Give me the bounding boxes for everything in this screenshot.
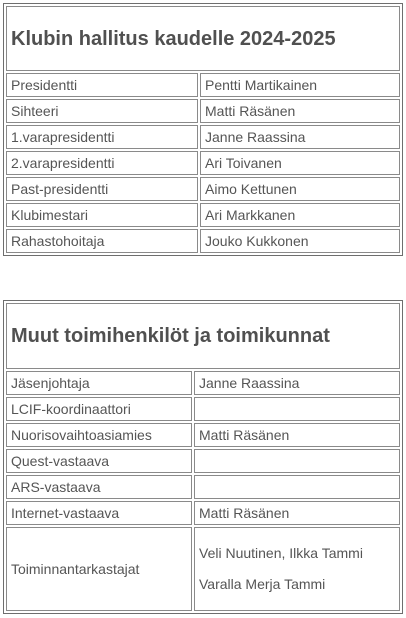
role-cell: Quest-vastaava xyxy=(6,449,192,473)
role-cell: 1.varapresidentti xyxy=(6,125,198,149)
role-cell: Rahastohoitaja xyxy=(6,229,198,253)
name-cell xyxy=(194,475,400,499)
role-cell: Presidentti xyxy=(6,73,198,97)
name-cell: Janne Raassina xyxy=(200,125,400,149)
name-cell: Matti Räsänen xyxy=(194,423,400,447)
role-cell: Internet-vastaava xyxy=(6,501,192,525)
role-cell: Jäsenjohtaja xyxy=(6,371,192,395)
table-row xyxy=(6,397,400,421)
name-cell: Matti Räsänen xyxy=(194,501,400,525)
name-cell xyxy=(194,449,400,473)
officers-table xyxy=(3,300,403,614)
name-cell xyxy=(194,527,400,611)
officers-title: Muut toimihenkilöt ja toimikunnat xyxy=(6,303,400,369)
table-row xyxy=(6,229,400,253)
table-row xyxy=(6,423,400,447)
name-cell: Ari Markkanen xyxy=(200,203,400,227)
role-cell: Nuorisovaihtoasiamies xyxy=(6,423,192,447)
table-row xyxy=(6,449,400,473)
table-row xyxy=(6,475,400,499)
role-cell: Sihteeri xyxy=(6,99,198,123)
name-cell xyxy=(194,397,400,421)
name-cell: Aimo Kettunen xyxy=(200,177,400,201)
role-cell: Toiminnantarkastajat xyxy=(6,527,192,611)
table-row xyxy=(6,371,400,395)
role-cell: ARS-vastaava xyxy=(6,475,192,499)
table-row xyxy=(6,177,400,201)
name-cell: Jouko Kukkonen xyxy=(200,229,400,253)
table-row xyxy=(6,527,400,611)
board-table xyxy=(3,3,403,256)
table-row xyxy=(6,125,400,149)
role-cell: Past-presidentti xyxy=(6,177,198,201)
board-title: Klubin hallitus kaudelle 2024-2025 xyxy=(6,6,400,71)
name-cell: Pentti Martikainen xyxy=(200,73,400,97)
role-cell: Klubimestari xyxy=(6,203,198,227)
table-row xyxy=(6,73,400,97)
name-cell: Janne Raassina xyxy=(194,371,400,395)
role-cell: 2.varapresidentti xyxy=(6,151,198,175)
auditors-deputy-line: Varalla Merja Tammi xyxy=(199,576,326,592)
table-row xyxy=(6,99,400,123)
name-cell: Matti Räsänen xyxy=(200,99,400,123)
name-cell: Ari Toivanen xyxy=(200,151,400,175)
role-cell: LCIF-koordinaattori xyxy=(6,397,192,421)
table-row xyxy=(6,203,400,227)
table-row xyxy=(6,151,400,175)
auditors-line: Veli Nuutinen, Ilkka Tammi xyxy=(199,545,363,561)
table-row xyxy=(6,501,400,525)
